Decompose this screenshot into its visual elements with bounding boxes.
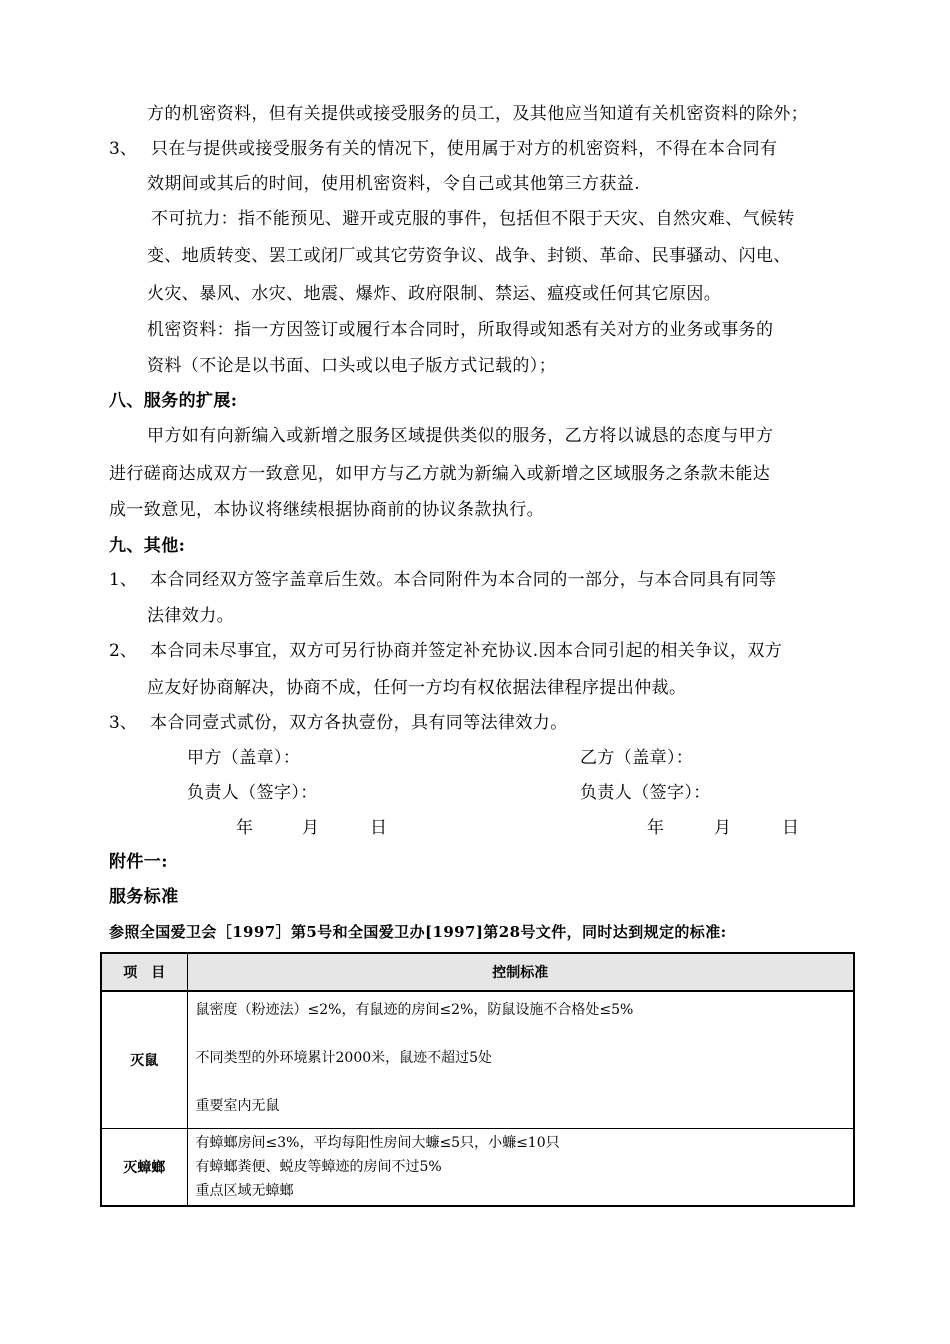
text-line: 本合同壹式贰份，双方各执壹份，具有同等法律效力。 bbox=[150, 713, 568, 733]
party-a-sign: 负责人（签字）： bbox=[187, 783, 318, 803]
row-standards bbox=[187, 1129, 854, 1207]
column-header-standard: 控制标准 bbox=[187, 953, 854, 991]
section-heading: 九、其他: bbox=[109, 536, 186, 556]
standard-text: 重点区域无蟑螂 bbox=[195, 1183, 294, 1199]
row-item: 灭蟑螂 bbox=[101, 1129, 187, 1207]
party-b-seal: 乙方（盖章）： bbox=[580, 748, 694, 768]
text-line: 方的机密资料，但有关提供或接受服务的员工，及其他应当知道有关机密资料的除外； bbox=[147, 104, 809, 124]
text-line: 机密资料：指一方因签订或履行本合同时，所取得或知悉有关对方的业务或事务的 bbox=[147, 320, 774, 340]
table-header-row bbox=[101, 953, 854, 991]
standard-text: 重要室内无鼠 bbox=[195, 1098, 280, 1114]
party-b-sign: 负责人（签字）： bbox=[580, 783, 711, 803]
standard-text: 不同类型的外环境累计2000米，鼠迹不超过5处 bbox=[195, 1050, 493, 1066]
standard-text: 有蟑螂粪便、蜕皮等蟑迹的房间不过5% bbox=[195, 1159, 442, 1175]
text-line: 成一致意见，本协议将继续根据协商前的协议条款执行。 bbox=[109, 500, 544, 520]
appendix-subtitle: 服务标准 bbox=[109, 887, 179, 907]
appendix-reference: 参照全国爱卫会［1997］第5号和全国爱卫办[1997]第28号文件，同时达到规定的标准: bbox=[109, 923, 727, 941]
text-line: 进行磋商达成双方一致意见，如甲方与乙方就为新编入或新增之区域服务之条款未能达 bbox=[109, 464, 771, 484]
standard-text: 有蟑螂房间≤3%，平均每阳性房间大蠊≤5只，小蠊≤10只 bbox=[195, 1135, 560, 1151]
text-line: 效期间或其后的时间，使用机密资料，令自己或其他第三方获益. bbox=[147, 174, 641, 194]
text-line: 甲方如有向新编入或新增之服务区域提供类似的服务，乙方将以诚恳的态度与甲方 bbox=[147, 426, 774, 446]
list-number: 1、 bbox=[109, 570, 137, 590]
appendix-title: 附件一: bbox=[109, 852, 168, 872]
text-line: 只在与提供或接受服务有关的情况下，使用属于对方的机密资料，不得在本合同有 bbox=[151, 139, 778, 159]
date-day: 日 bbox=[370, 818, 388, 838]
text-line: 资料（不论是以书面、口头或以电子版方式记载的）； bbox=[147, 356, 557, 376]
text-line: 不可抗力：指不能预见、避开或克服的事件，包括但不限于天灾、自然灾难、气候转 bbox=[151, 209, 795, 229]
table-row bbox=[101, 1129, 854, 1207]
text-line: 本合同经双方签字盖章后生效。本合同附件为本合同的一部分，与本合同具有同等 bbox=[150, 570, 777, 590]
section-heading: 八、服务的扩展: bbox=[109, 391, 238, 411]
table-row bbox=[101, 991, 854, 1129]
standard-text: 鼠密度（粉迹法）≤2%，有鼠迹的房间≤2%，防鼠设施不合格处≤5% bbox=[195, 1002, 634, 1018]
list-number: 3、 bbox=[109, 713, 137, 733]
text-line: 法律效力。 bbox=[147, 606, 234, 626]
standards-table bbox=[100, 952, 855, 1207]
date-day: 日 bbox=[782, 818, 800, 838]
date-year: 年 bbox=[647, 818, 665, 838]
text-line: 火灾、暴风、水灾、地震、爆炸、政府限制、禁运、瘟疫或任何其它原因。 bbox=[147, 284, 722, 304]
text-line: 变、地质转变、罢工或闭厂或其它劳资争议、战争、封锁、革命、民事骚动、闪电、 bbox=[147, 246, 791, 266]
text-line: 应友好协商解决，协商不成，任何一方均有权依据法律程序提出仲裁。 bbox=[147, 678, 687, 698]
row-standards bbox=[187, 991, 854, 1129]
list-number: 2、 bbox=[109, 641, 137, 661]
column-header-item: 项 目 bbox=[101, 953, 187, 991]
list-number: 3、 bbox=[109, 139, 137, 159]
text-line: 本合同未尽事宜，双方可另行协商并签定补充协议.因本合同引起的相关争议，双方 bbox=[150, 641, 783, 661]
row-item: 灭鼠 bbox=[101, 991, 187, 1129]
date-month: 月 bbox=[714, 818, 732, 838]
date-month: 月 bbox=[302, 818, 320, 838]
party-a-seal: 甲方（盖章）： bbox=[187, 748, 301, 768]
date-year: 年 bbox=[236, 818, 254, 838]
